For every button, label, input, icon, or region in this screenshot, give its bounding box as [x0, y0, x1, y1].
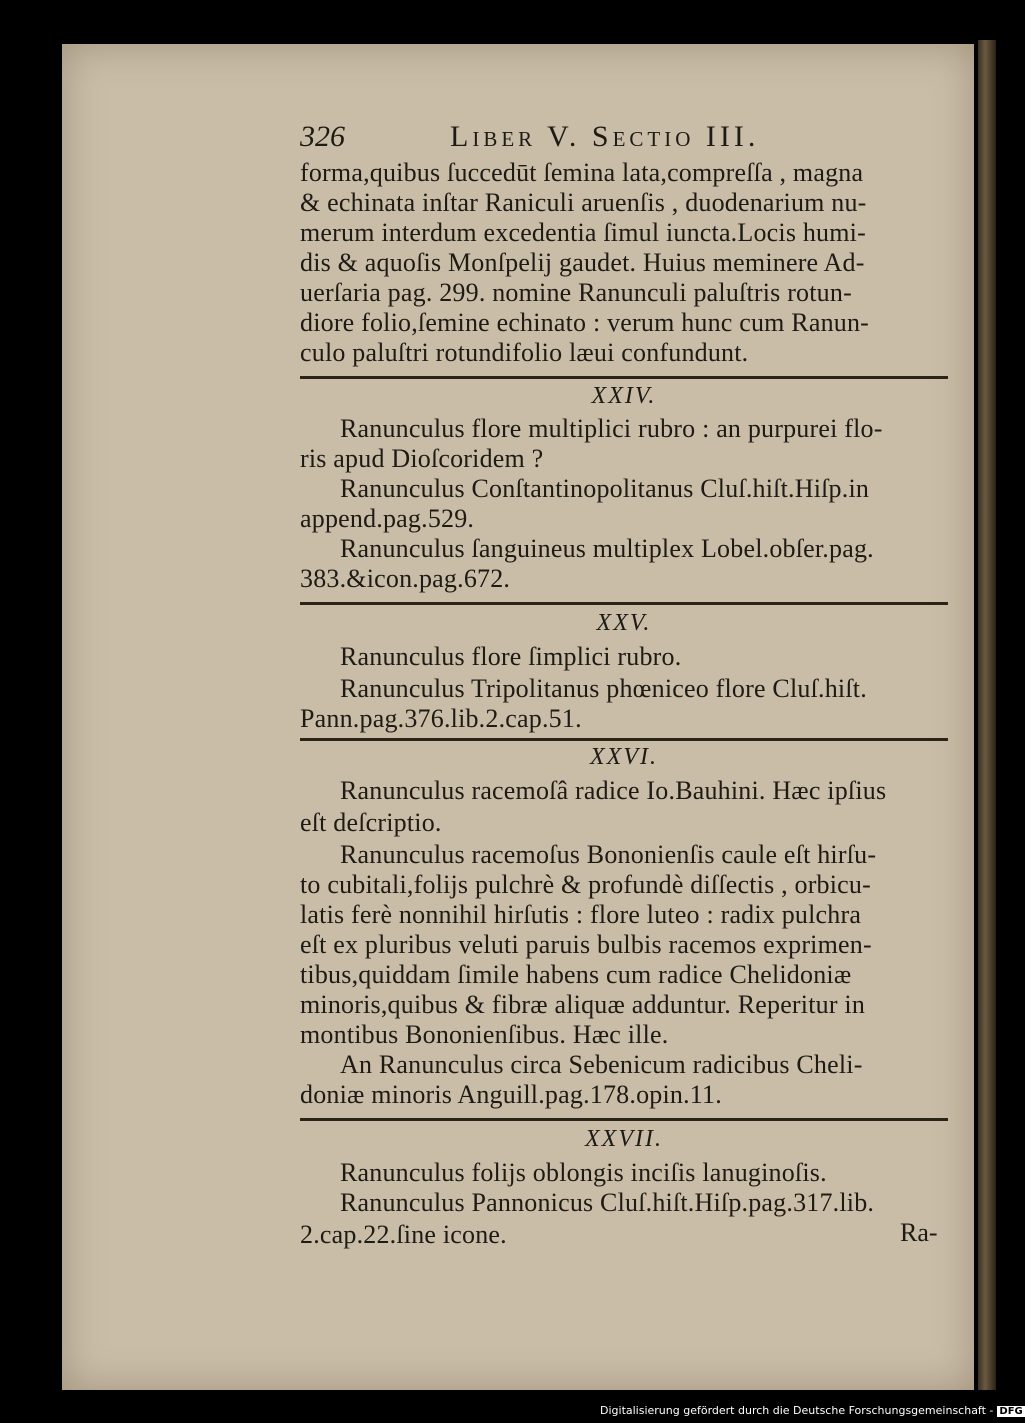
text-line: Ranunculus folijs oblongis inciſis lanuginoſis.: [340, 1158, 827, 1187]
text-line: tibus,quiddam ſimile habens cum radice Chelidoniæ: [300, 960, 852, 989]
running-header: [300, 120, 948, 154]
text-line: Ranunculus racemoſâ radice Io.Bauhini. Hæc ipſius: [340, 776, 887, 805]
catchword: Ra-: [900, 1218, 938, 1247]
text-line: 383.&icon.pag.672.: [300, 564, 511, 593]
text-line: append.pag.529.: [300, 504, 475, 533]
text-line: Ranunculus Tripolitanus phœniceo flore Cluſ.hiſt.: [340, 674, 867, 703]
section-rule: [300, 1118, 948, 1121]
text-line: An Ranunculus circa Sebenicum radicibus Cheli-: [340, 1050, 863, 1079]
text-line: Ranunculus Pannonicus Cluſ.hiſt.Hiſp.pag.317.lib.: [340, 1188, 875, 1217]
section-numeral: XXIV.: [591, 383, 657, 409]
section-numeral: XXV.: [596, 610, 652, 636]
page-number: 326: [300, 120, 345, 153]
text-line: Pann.pag.376.lib.2.cap.51.: [300, 704, 582, 733]
section-rule: [300, 738, 948, 741]
text-line: doniæ minoris Anguill.pag.178.opin.11.: [300, 1080, 722, 1109]
text-line: Ranunculus Conſtantinopolitanus Cluſ.hiſt.Hiſp.in: [340, 474, 870, 503]
text-line: Ranunculus flore ſimplici rubro.: [340, 642, 682, 671]
text-line: Ranunculus flore multiplici rubro : an purpurei flo-: [340, 414, 883, 443]
running-title: Liber V. Sectio III.: [450, 120, 760, 153]
text-line: dis & aquoſis Monſpelij gaudet. Huius meminere Ad-: [300, 248, 865, 277]
section-numeral: XXVI.: [590, 744, 658, 770]
text-line: diore folio,ſemine echinato : verum hunc cum Ranun-: [300, 308, 870, 337]
text-line: forma,quibus ſuccedūt ſemina lata,compreſſa , magna: [300, 158, 864, 187]
text-line: uerſaria pag. 299. nomine Ranunculi paluſtris rotun-: [300, 278, 852, 307]
text-line: culo paluſtri rotundifolio læui confundunt.: [300, 338, 749, 367]
text-line: ris apud Dioſcoridem ?: [300, 444, 544, 473]
digitization-footer: [600, 1404, 1023, 1417]
footer-text: Digitalisierung gefördert durch die Deutsche Forschungsgemeinschaft -: [600, 1404, 994, 1417]
text-line: minoris,quibus & fibræ aliquæ adduntur. Reperitur in: [300, 990, 866, 1019]
section-numeral: XXVII.: [585, 1126, 663, 1152]
text-line: Ranunculus racemoſus Bononienſis caule eſt hirſu-: [340, 840, 877, 869]
text-line: Ranunculus ſanguineus multiplex Lobel.obſer.pag.: [340, 534, 874, 563]
section-rule: [300, 602, 948, 605]
text-line: eſt deſcriptio.: [300, 808, 442, 837]
page-edge: [978, 40, 996, 1390]
text-line: to cubitali,folijs pulchrè & profundè diſſectis , orbicu-: [300, 870, 871, 899]
text-line: eſt ex pluribus veluti paruis bulbis racemos exprimen-: [300, 930, 872, 959]
text-line: & echinata inſtar Raniculi aruenſis , duodenarium nu-: [300, 188, 867, 217]
text-line: latis ferè nonnihil hirſutis : flore luteo : radix pulchra: [300, 900, 862, 929]
text-line: 2.cap.22.ſine icone.: [300, 1220, 507, 1249]
text-line: montibus Bononienſibus. Hæc ille.: [300, 1020, 669, 1049]
dfg-logo: DFG: [999, 1406, 1023, 1417]
text-line: merum interdum excedentia ſimul iuncta.Locis humi-: [300, 218, 866, 247]
section-rule: [300, 376, 948, 379]
